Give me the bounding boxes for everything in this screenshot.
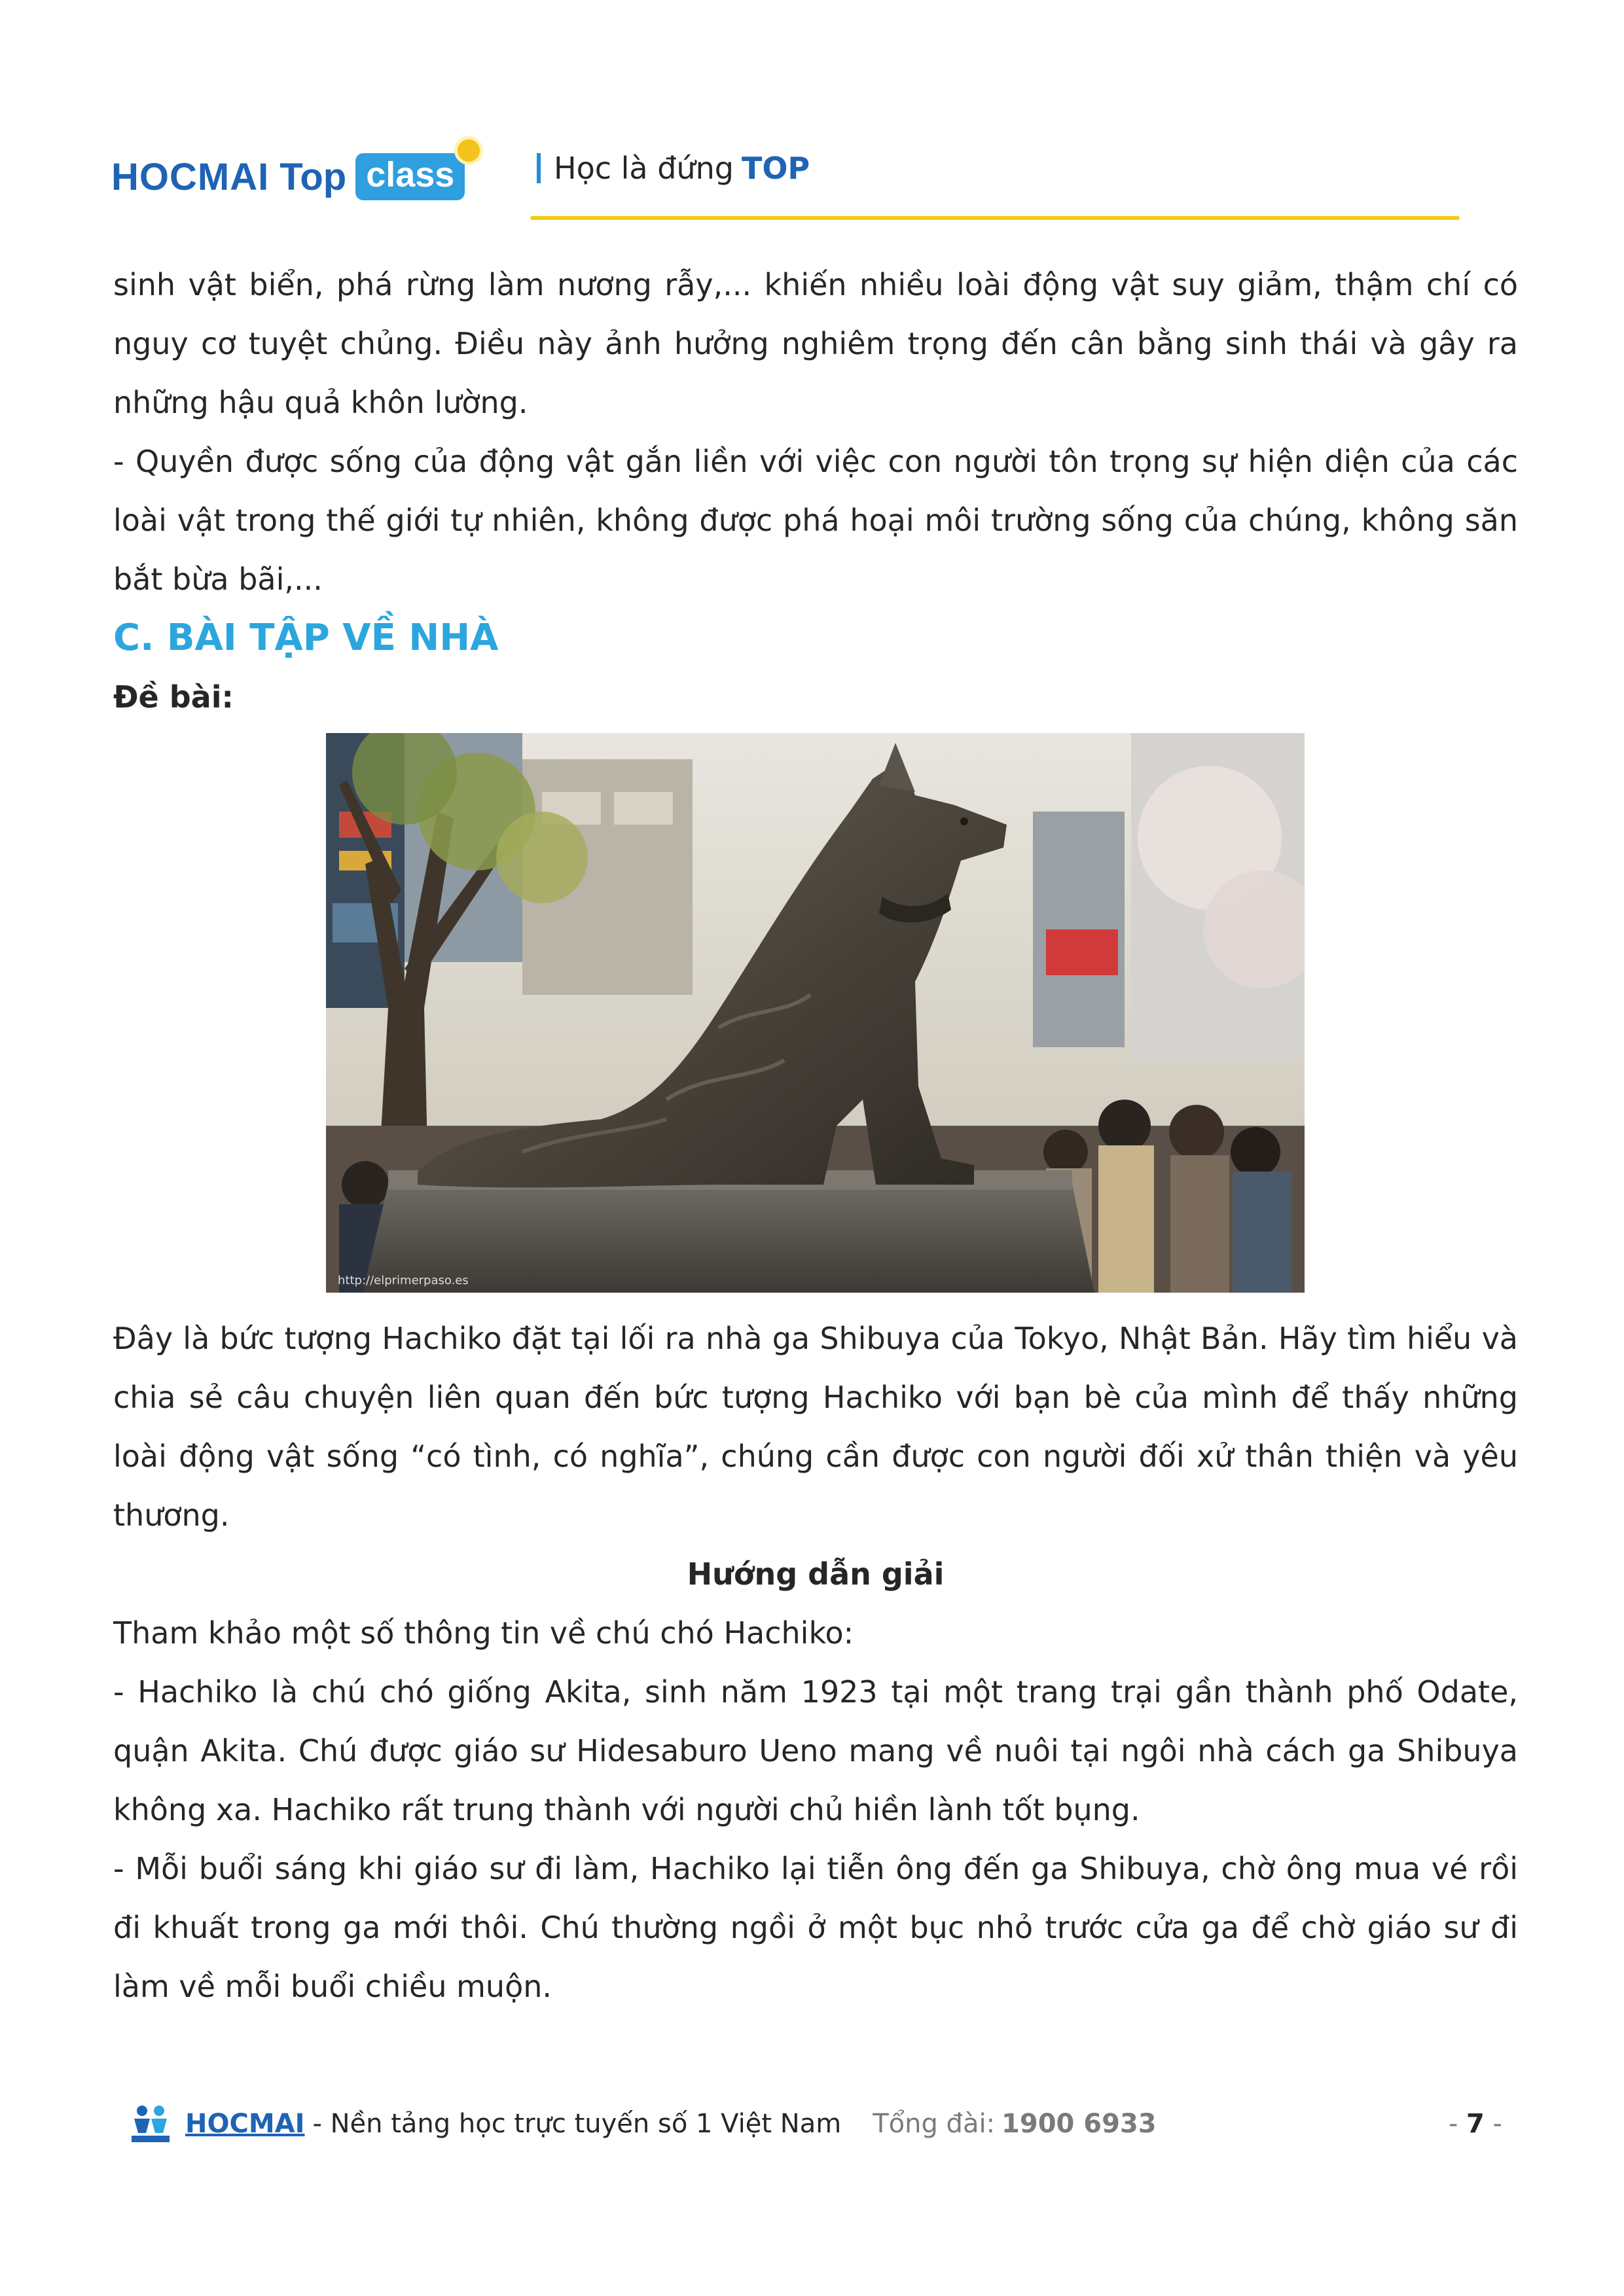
paragraph-6: - Mỗi buổi sáng khi giáo sư đi làm, Hachiko lại tiễn ông đến ga Shibuya, chờ ông mua vé rồi đi khuất trong ga mới thôi. Chú thường ngồi ở một bục nhỏ trước cửa ga để chờ giáo sư đi làm về mỗi buổi chiều muộn. xyxy=(113,1851,1518,2004)
hocmai-topclass-logo xyxy=(111,147,465,206)
hachiko-statue-photo xyxy=(326,733,1305,1293)
hachiko-statue-illustration xyxy=(326,733,1305,1293)
paragraph-5: - Hachiko là chú chó giống Akita, sinh năm 1923 tại một trang trại gần thành phố Odate, quận Akita. Chú được giáo sư Hidesaburo Ueno mang về nuôi tại ngôi nhà cách ga Shibuya không xa. Hachiko rất trung thành với người chủ hiền lành tốt bụng. xyxy=(113,1674,1518,1827)
footer-hotline-label: Tổng đài: xyxy=(873,2109,996,2139)
footer-brand-link[interactable]: HOCMAI xyxy=(185,2109,305,2139)
logo-class-text: class xyxy=(366,155,455,194)
page-number-suffix: - xyxy=(1484,2109,1502,2139)
header-slogan xyxy=(537,151,810,186)
page-footer xyxy=(128,2101,1502,2147)
photo-watermark: http://elprimerpaso.es xyxy=(338,1274,469,1287)
guide-title: Hướng dẫn giải xyxy=(687,1556,945,1592)
page-number-prefix: - xyxy=(1448,2109,1466,2139)
section-title: C. BÀI TẬP VỀ NHÀ xyxy=(113,617,499,659)
footer-tagline: - Nền tảng học trực tuyến số 1 Việt Nam xyxy=(312,2109,842,2139)
slogan-text: Học là đứng xyxy=(554,151,734,186)
logo-top-text: Top xyxy=(280,155,347,198)
de-bai-label: Đề bài: xyxy=(113,679,234,715)
logo-brand-text: HOCMAI xyxy=(111,155,270,198)
logo-class-badge xyxy=(355,153,465,200)
header-underline xyxy=(530,216,1460,220)
page-number-value: 7 xyxy=(1466,2109,1485,2139)
paragraph-3: Đây là bức tượng Hachiko đặt tại lối ra nhà ga Shibuya của Tokyo, Nhật Bản. Hãy tìm hiểu và chia sẻ câu chuyện liên quan đến bức tượng Hachiko với bạn bè của mình để thấy những loài động vật sống “có tình, có nghĩa”, chúng cần được con người đối xử thân thiện và yêu thương. xyxy=(113,1321,1518,1533)
paragraph-1: sinh vật biển, phá rừng làm nương rẫy,... khiến nhiều loài động vật suy giảm, thậm chí có nguy cơ tuyệt chủng. Điều này ảnh hưởng nghiêm trọng đến cân bằng sinh thái và gây ra những hậu quả khôn lường. xyxy=(113,267,1518,420)
sun-icon xyxy=(454,136,483,165)
slogan-divider xyxy=(537,153,541,183)
paragraph-2: - Quyền được sống của động vật gắn liền với việc con người tôn trọng sự hiện diện của các loài vật trong thế giới tự nhiên, không được phá hoại môi trường sống của chúng, không săn bắt bừa bãi,... xyxy=(113,444,1518,597)
footer-hotline-number: 1900 6933 xyxy=(1001,2109,1157,2139)
slogan-highlight: TOP xyxy=(741,151,810,186)
hocmai-logo-icon xyxy=(128,2103,173,2145)
page-number xyxy=(1449,2109,1502,2139)
photo-container xyxy=(113,733,1518,1302)
paragraph-4: Tham khảo một số thông tin về chú chó Hachiko: xyxy=(113,1615,854,1651)
page-header xyxy=(0,0,1624,236)
page-content xyxy=(113,255,1518,2016)
